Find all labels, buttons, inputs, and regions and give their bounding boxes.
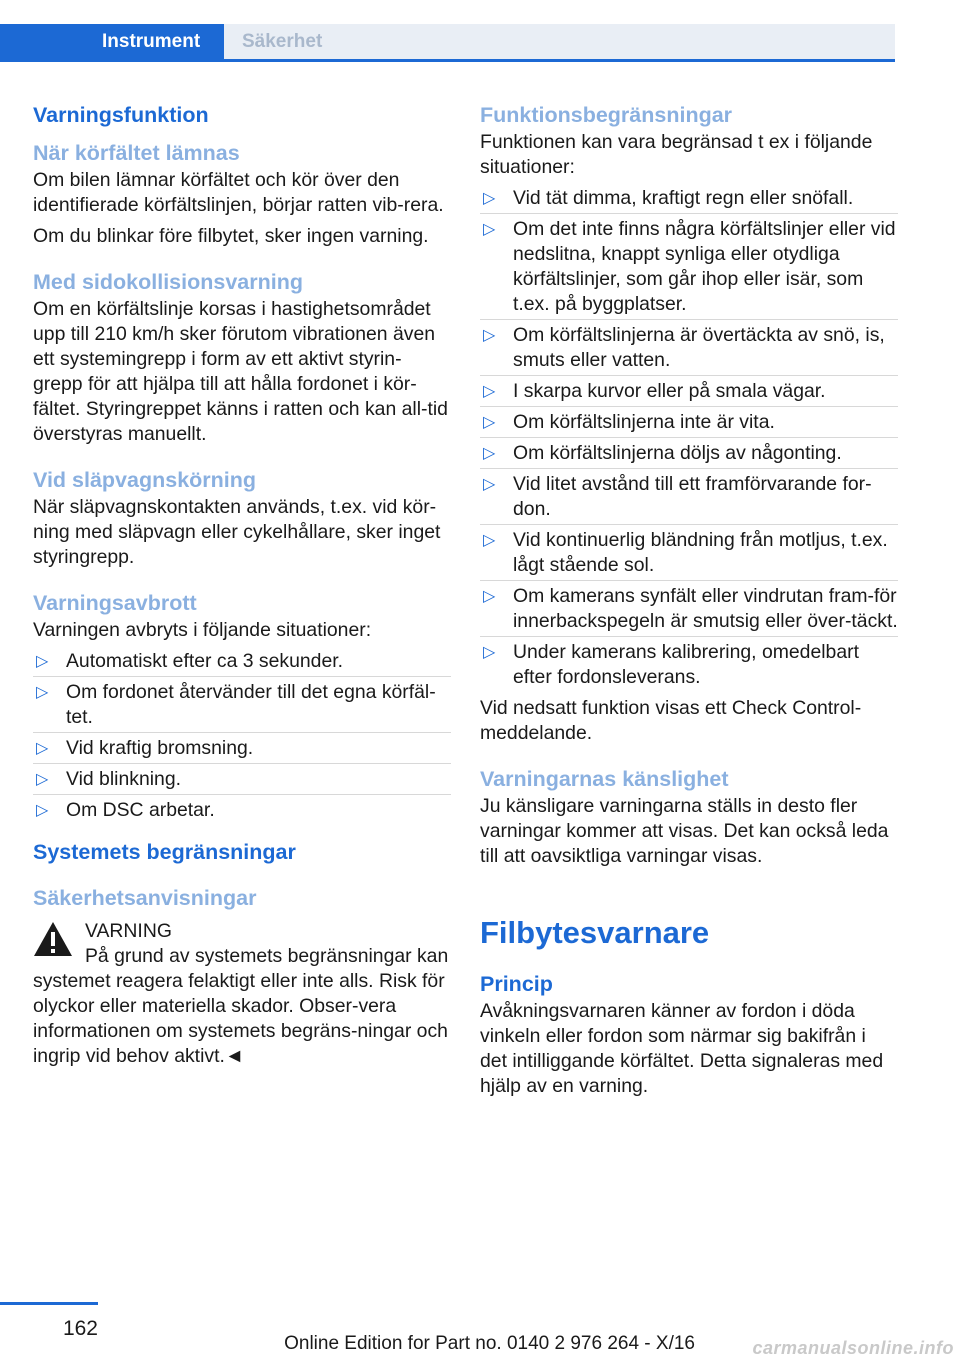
- heading-lane-leave: När körfältet lämnas: [33, 141, 240, 165]
- triangle-bullet-icon: ▷: [36, 740, 49, 757]
- tab-instrument[interactable]: Instrument: [0, 24, 224, 59]
- paragraph-side-collision: Om en körfältslinje korsas i hastighetsområdet upp till 210 km/h sker förutom vibrationen även ett systemingrepp i form av ett aktivt styrin-grepp för att hjälpa till att hålla fordonet i kör-fältet. Styringreppet känns i ratten och kan all-tid överstyras manuellt.: [33, 298, 448, 445]
- triangle-bullet-icon: ▷: [483, 383, 496, 400]
- triangle-bullet-icon: ▷: [483, 190, 496, 207]
- list-item: ▷ Vid litet avstånd till ett framförvarande for-don.: [480, 472, 898, 522]
- header-tabs: [0, 24, 895, 62]
- list-item: ▷ Vid kraftig bromsning.: [33, 736, 451, 761]
- heading-sensitivity: Varningarnas känslighet: [480, 767, 729, 791]
- list-item: ▷ Automatiskt efter ca 3 sekunder.: [36, 650, 343, 672]
- triangle-bullet-icon: ▷: [36, 771, 49, 788]
- paragraph-check-control: Vid nedsatt funktion visas ett Check Control-meddelande.: [480, 697, 862, 744]
- list-item: ▷ I skarpa kurvor eller på smala vägar.: [480, 379, 898, 404]
- footer-edition: Online Edition for Part no. 0140 2 976 264 - X/16: [284, 1333, 695, 1354]
- heading-side-collision: Med sidokollisionsvarning: [33, 270, 303, 294]
- triangle-bullet-icon: ▷: [483, 644, 496, 661]
- warning-text: På grund av systemets begränsningar kan systemet reagera felaktigt eller inte alls. Risk för olyckor eller materiella skador. Obser-vera informationen om systemets begräns-ningar och ingrip vid behov aktivt.◄: [33, 945, 449, 1067]
- watermark: carmanualsonline.info: [752, 1338, 954, 1358]
- heading-trailer: Vid släpvagnskörning: [33, 468, 257, 492]
- triangle-bullet-icon: ▷: [483, 327, 496, 344]
- list-item: ▷ Om det inte finns några körfältslinjer eller vid nedslitna, knappt synliga eller otydliga körfältslinjer, som går ihop eller isär, som t.ex. på byggplatser.: [480, 217, 898, 317]
- right-column: [480, 100, 898, 1099]
- triangle-bullet-icon: ▷: [483, 414, 496, 431]
- list-item: ▷ Om körfältslinjerna döljs av någonting.: [480, 441, 898, 466]
- paragraph-sensitivity: Ju känsligare varningarna ställs in desto fler varningar kommer att visas. Det kan också leda till att oavsiktliga varningar visas.: [480, 795, 889, 867]
- heading-limits: Systemets begränsningar: [33, 840, 296, 864]
- list-item: ▷ Vid tät dimma, kraftigt regn eller snöfall.: [483, 187, 854, 209]
- triangle-bullet-icon: ▷: [483, 445, 496, 462]
- heading-principle: Princip: [480, 972, 553, 996]
- paragraph-principle: Avåkningsvarnaren känner av fordon i döda vinkeln eller fordon som närmar sig bakifrån i det intilliggande körfältet. Detta signaleras med hjälp av en varning.: [480, 1000, 884, 1097]
- list-item: ▷ Om DSC arbetar.: [33, 798, 451, 823]
- triangle-bullet-icon: ▷: [483, 221, 496, 238]
- triangle-bullet-icon: ▷: [483, 476, 496, 493]
- abort-list: [33, 649, 451, 823]
- limits-list: [480, 186, 898, 690]
- triangle-bullet-icon: ▷: [36, 684, 49, 701]
- triangle-bullet-icon: ▷: [36, 653, 49, 670]
- warning-triangle-icon: [33, 921, 73, 957]
- heading-lane-change-warning: Filbytesvarnare: [480, 915, 710, 950]
- warning-title: VARNING: [85, 920, 172, 942]
- triangle-bullet-icon: ▷: [483, 588, 496, 605]
- left-column: [33, 100, 451, 1069]
- tab-sakerhet[interactable]: Säkerhet: [224, 24, 895, 59]
- heading-safety: Säkerhetsanvisningar: [33, 886, 257, 910]
- page-number: 162: [62, 1317, 98, 1340]
- paragraph-lane-leave-1: Om bilen lämnar körfältet och kör över den identifierade körfältslinjen, börjar ratten vib-rera.: [33, 169, 444, 216]
- triangle-bullet-icon: ▷: [483, 532, 496, 549]
- paragraph-abort: Varningen avbryts i följande situationer:: [33, 619, 372, 641]
- heading-function-limits: Funktionsbegränsningar: [480, 103, 733, 127]
- paragraph-function-limits: Funktionen kan vara begränsad t ex i följande situationer:: [480, 131, 873, 178]
- list-item: ▷ Om körfältslinjerna är övertäckta av snö, is, smuts eller vatten.: [480, 323, 898, 373]
- paragraph-lane-leave-2: Om du blinkar före filbytet, sker ingen varning.: [33, 225, 429, 247]
- paragraph-trailer: När släpvagnskontakten används, t.ex. vid kör-ning med släpvagn eller cykelhållare, sker inget styringrepp.: [33, 496, 441, 568]
- list-item: ▷ Om kamerans synfält eller vindrutan fram-för innerbackspegeln är smutsig eller över-täckt.: [480, 584, 898, 634]
- list-item: ▷ Vid blinkning.: [33, 767, 451, 792]
- heading-abort: Varningsavbrott: [33, 591, 197, 615]
- list-item: ▷ Vid kontinuerlig bländning från motljus, t.ex. lågt stående sol.: [480, 528, 898, 578]
- warning-box: [33, 919, 451, 1069]
- list-item: ▷ Om körfältslinjerna inte är vita.: [480, 410, 898, 435]
- list-item: ▷ Om fordonet återvänder till det egna körfäl-tet.: [33, 680, 451, 730]
- footer-accent-bar: [0, 1302, 98, 1305]
- heading-warning-function: Varningsfunktion: [33, 103, 209, 127]
- triangle-bullet-icon: ▷: [36, 802, 49, 819]
- list-item: ▷ Under kamerans kalibrering, omedelbart efter fordonsleverans.: [480, 640, 898, 690]
